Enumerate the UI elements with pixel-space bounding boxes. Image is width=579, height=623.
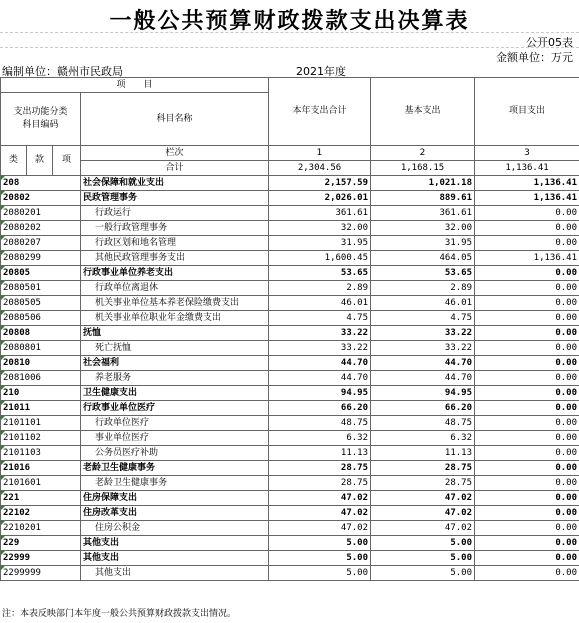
row-project: 0.00 — [475, 461, 579, 476]
org-name: 编制单位：赣州市民政局 — [2, 65, 123, 78]
row-total: 47.02 — [269, 521, 371, 536]
row-total: 5.00 — [269, 566, 371, 581]
row-name: 抚恤 — [81, 326, 269, 341]
total-value: 2,304.56 — [269, 161, 371, 176]
row-code: 2080505 — [1, 296, 81, 311]
row-basic: 47.02 — [371, 491, 475, 506]
row-basic: 33.22 — [371, 341, 475, 356]
row-project: 0.00 — [475, 431, 579, 446]
row-code: 221 — [1, 491, 81, 506]
row-basic: 5.00 — [371, 566, 475, 581]
table-row — [1, 476, 579, 491]
table-row — [1, 281, 579, 296]
row-name: 住房保障支出 — [81, 491, 269, 506]
row-total: 47.02 — [269, 491, 371, 506]
row-total: 53.65 — [269, 266, 371, 281]
row-basic: 361.61 — [371, 206, 475, 221]
row-code: 2210201 — [1, 521, 81, 536]
row-name: 其他民政管理事务支出 — [81, 251, 269, 266]
row-code: 20805 — [1, 266, 81, 281]
row-project: 0.00 — [475, 566, 579, 581]
row-total: 32.00 — [269, 221, 371, 236]
row-basic: 1,021.18 — [371, 176, 475, 191]
row-basic: 48.75 — [371, 416, 475, 431]
row-total: 33.22 — [269, 326, 371, 341]
row-basic: 889.61 — [371, 191, 475, 206]
row-name: 机关事业单位基本养老保险缴费支出 — [81, 296, 269, 311]
table-row — [1, 236, 579, 251]
table-row — [1, 176, 579, 191]
col-num-3: 3 — [475, 146, 579, 161]
row-code: 2080202 — [1, 221, 81, 236]
row-basic: 6.32 — [371, 431, 475, 446]
item-header: 项 目 — [1, 78, 269, 93]
row-name: 行政单位医疗 — [81, 416, 269, 431]
row-basic: 11.13 — [371, 446, 475, 461]
row-name: 社会保障和就业支出 — [81, 176, 269, 191]
table-row — [1, 416, 579, 431]
col-total-header: 本年支出合计 — [269, 78, 371, 146]
table-row — [1, 356, 579, 371]
table-row — [1, 401, 579, 416]
row-code: 2101101 — [1, 416, 81, 431]
table-row — [1, 266, 579, 281]
col-num-2: 2 — [371, 146, 475, 161]
row-code: 20808 — [1, 326, 81, 341]
code-header: 支出功能分类 科目编码 — [1, 93, 81, 146]
row-project: 0.00 — [475, 326, 579, 341]
table-row — [1, 506, 579, 521]
row-name: 住房公积金 — [81, 521, 269, 536]
row-total: 11.13 — [269, 446, 371, 461]
row-project: 0.00 — [475, 551, 579, 566]
row-name: 民政管理事务 — [81, 191, 269, 206]
row-code: 2101103 — [1, 446, 81, 461]
form-number: 公开05表 — [526, 36, 573, 49]
row-project: 0.00 — [475, 236, 579, 251]
row-project: 0.00 — [475, 221, 579, 236]
table-row — [1, 566, 579, 581]
col-basic-header: 基本支出 — [371, 78, 475, 146]
row-project: 0.00 — [475, 386, 579, 401]
footnote: 注：本表反映部门本年度一般公共预算财政拨款支出情况。 — [2, 609, 237, 619]
row-code: 2080299 — [1, 251, 81, 266]
table-row — [1, 491, 579, 506]
row-basic: 66.20 — [371, 401, 475, 416]
row-total: 2,157.59 — [269, 176, 371, 191]
row-total: 66.20 — [269, 401, 371, 416]
row-code: 210 — [1, 386, 81, 401]
gridline — [0, 47, 579, 48]
row-project: 0.00 — [475, 266, 579, 281]
row-basic: 32.00 — [371, 221, 475, 236]
row-name: 其他支出 — [81, 551, 269, 566]
row-name: 卫生健康支出 — [81, 386, 269, 401]
amount-unit: 金额单位：万元 — [496, 51, 573, 64]
table-row — [1, 446, 579, 461]
row-project: 1,136.41 — [475, 191, 579, 206]
table-row — [1, 461, 579, 476]
row-project: 0.00 — [475, 536, 579, 551]
row-code: 2080501 — [1, 281, 81, 296]
row-code: 2081006 — [1, 371, 81, 386]
row-total: 31.95 — [269, 236, 371, 251]
row-total: 6.32 — [269, 431, 371, 446]
kuan-header: 款 — [27, 146, 53, 176]
row-name: 行政事业单位养老支出 — [81, 266, 269, 281]
table-row — [1, 521, 579, 536]
row-project: 0.00 — [475, 371, 579, 386]
row-name: 老龄卫生健康事务 — [81, 476, 269, 491]
table-row — [1, 341, 579, 356]
row-basic: 5.00 — [371, 536, 475, 551]
row-total: 2.89 — [269, 281, 371, 296]
row-code: 20802 — [1, 191, 81, 206]
row-code: 2080506 — [1, 311, 81, 326]
row-name: 公务员医疗补助 — [81, 446, 269, 461]
row-code: 22102 — [1, 506, 81, 521]
row-code: 2101102 — [1, 431, 81, 446]
name-header: 科目名称 — [81, 93, 269, 146]
row-basic: 28.75 — [371, 461, 475, 476]
row-name: 一般行政管理事务 — [81, 221, 269, 236]
row-code: 21011 — [1, 401, 81, 416]
report-title: 一般公共预算财政拨款支出决算表 — [109, 9, 470, 34]
row-project: 0.00 — [475, 206, 579, 221]
row-name: 社会福利 — [81, 356, 269, 371]
row-name: 行政区划和地名管理 — [81, 236, 269, 251]
row-name: 养老服务 — [81, 371, 269, 386]
row-basic: 46.01 — [371, 296, 475, 311]
row-total: 4.75 — [269, 311, 371, 326]
fiscal-year: 2021年度 — [296, 65, 346, 78]
table-row — [1, 551, 579, 566]
row-total: 5.00 — [269, 551, 371, 566]
row-basic: 44.70 — [371, 371, 475, 386]
row-total: 44.70 — [269, 356, 371, 371]
expenditure-table — [0, 77, 579, 581]
lei-header: 类 — [1, 146, 27, 176]
row-name: 其他支出 — [81, 566, 269, 581]
row-name: 事业单位医疗 — [81, 431, 269, 446]
row-total: 1,600.45 — [269, 251, 371, 266]
row-total: 28.75 — [269, 476, 371, 491]
row-total: 46.01 — [269, 296, 371, 311]
table-row — [1, 326, 579, 341]
row-code: 2299999 — [1, 566, 81, 581]
row-total: 33.22 — [269, 341, 371, 356]
table-row — [1, 221, 579, 236]
row-total: 44.70 — [269, 371, 371, 386]
row-basic: 31.95 — [371, 236, 475, 251]
row-project: 0.00 — [475, 341, 579, 356]
table-row — [1, 311, 579, 326]
row-name: 机关事业单位职业年金缴费支出 — [81, 311, 269, 326]
org-line — [0, 63, 579, 77]
table-row — [1, 386, 579, 401]
table-row — [1, 371, 579, 386]
col-project-header: 项目支出 — [475, 78, 579, 146]
row-project: 0.00 — [475, 476, 579, 491]
row-project: 0.00 — [475, 401, 579, 416]
row-basic: 28.75 — [371, 476, 475, 491]
xiang-header: 项 — [53, 146, 81, 176]
row-code: 2080207 — [1, 236, 81, 251]
row-total: 47.02 — [269, 506, 371, 521]
lanci-label: 栏次 — [81, 146, 269, 161]
row-total: 28.75 — [269, 461, 371, 476]
total-basic-value: 1,168.15 — [371, 161, 475, 176]
row-basic: 464.05 — [371, 251, 475, 266]
table-row — [1, 191, 579, 206]
row-project: 0.00 — [475, 521, 579, 536]
row-total: 94.95 — [269, 386, 371, 401]
col-num-1: 1 — [269, 146, 371, 161]
row-basic: 2.89 — [371, 281, 475, 296]
table-row — [1, 431, 579, 446]
row-project: 1,136.41 — [475, 251, 579, 266]
row-project: 0.00 — [475, 356, 579, 371]
row-basic: 5.00 — [371, 551, 475, 566]
row-code: 2080801 — [1, 341, 81, 356]
row-name: 住房改革支出 — [81, 506, 269, 521]
row-project: 0.00 — [475, 506, 579, 521]
row-total: 5.00 — [269, 536, 371, 551]
row-code: 22999 — [1, 551, 81, 566]
row-basic: 47.02 — [371, 506, 475, 521]
row-project: 0.00 — [475, 491, 579, 506]
row-project: 0.00 — [475, 281, 579, 296]
row-basic: 4.75 — [371, 311, 475, 326]
row-code: 2080201 — [1, 206, 81, 221]
row-name: 行政事业单位医疗 — [81, 401, 269, 416]
row-code: 21016 — [1, 461, 81, 476]
row-project: 0.00 — [475, 416, 579, 431]
row-code: 229 — [1, 536, 81, 551]
table-row — [1, 296, 579, 311]
table-row — [1, 536, 579, 551]
gridline — [0, 32, 579, 33]
total-label: 合计 — [81, 161, 269, 176]
row-basic: 44.70 — [371, 356, 475, 371]
row-project: 1,136.41 — [475, 176, 579, 191]
row-total: 2,026.01 — [269, 191, 371, 206]
row-name: 死亡抚恤 — [81, 341, 269, 356]
row-basic: 33.22 — [371, 326, 475, 341]
row-basic: 53.65 — [371, 266, 475, 281]
row-project: 0.00 — [475, 296, 579, 311]
row-project: 0.00 — [475, 446, 579, 461]
row-code: 208 — [1, 176, 81, 191]
row-name: 行政单位离退休 — [81, 281, 269, 296]
row-basic: 47.02 — [371, 521, 475, 536]
row-name: 其他支出 — [81, 536, 269, 551]
row-name: 行政运行 — [81, 206, 269, 221]
row-name: 老龄卫生健康事务 — [81, 461, 269, 476]
row-project: 0.00 — [475, 311, 579, 326]
row-total: 361.61 — [269, 206, 371, 221]
row-basic: 94.95 — [371, 386, 475, 401]
total-project-value: 1,136.41 — [475, 161, 579, 176]
row-code: 20810 — [1, 356, 81, 371]
row-total: 48.75 — [269, 416, 371, 431]
row-code: 2101601 — [1, 476, 81, 491]
table-row — [1, 206, 579, 221]
table-row — [1, 251, 579, 266]
